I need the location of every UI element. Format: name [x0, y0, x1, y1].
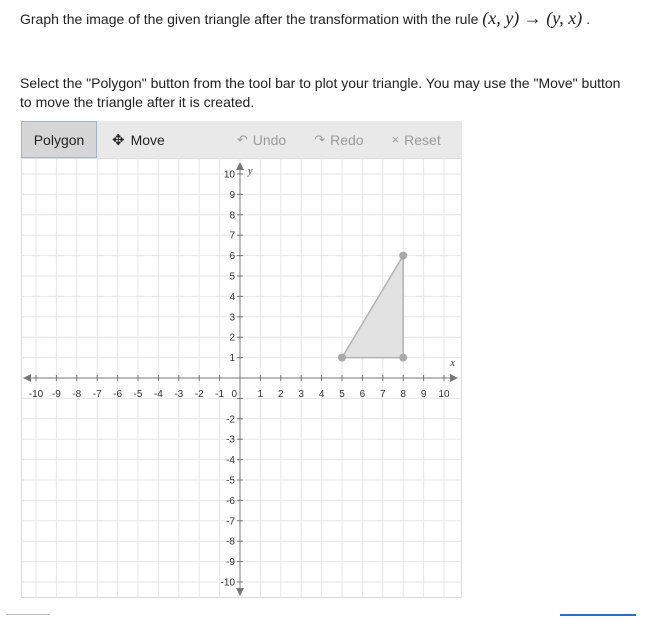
x-tick-label: 4 [318, 389, 325, 400]
instructions-text: Select the "Polygon" button from the tool bar to plot your triangle. You may use the "Move" button to move the triangle after it is created. [20, 75, 621, 110]
triangle-vertex-point[interactable] [399, 252, 407, 260]
move-button-label: Move [130, 131, 165, 148]
reset-button[interactable] [392, 121, 441, 158]
y-tick-label: 1 [229, 353, 235, 365]
y-tick-label: -8 [226, 536, 235, 548]
x-tick-label: -3 [174, 389, 184, 400]
x-tick-label: -5 [133, 389, 143, 400]
undo-icon: ↶ [236, 131, 248, 147]
y-tick-label: 6 [229, 251, 235, 263]
coordinate-plane[interactable] [21, 158, 462, 598]
y-tick-label: 2 [229, 332, 235, 344]
triangle-vertex-point[interactable] [338, 354, 346, 362]
x-axis-label: x [450, 358, 455, 369]
y-tick-label: 8 [229, 210, 235, 222]
x-tick-label: -7 [92, 389, 102, 400]
coordinate-grid[interactable] [21, 158, 462, 598]
graph-toolbar [21, 121, 462, 158]
x-tick-label: 9 [420, 389, 427, 400]
undo-button[interactable] [237, 121, 286, 158]
x-tick-label: 1 [257, 389, 264, 400]
bottom-left-control[interactable] [6, 614, 50, 619]
y-tick-label: -7 [226, 516, 235, 528]
redo-button[interactable] [314, 121, 363, 158]
question-text: Graph the image of the given triangle after the transformation with the rule [20, 11, 479, 27]
x-tick-label: -9 [51, 389, 61, 400]
x-tick-label: 6 [359, 389, 366, 400]
y-tick-label: -2 [226, 414, 235, 426]
x-tick-label: -2 [194, 389, 204, 400]
move-button[interactable] [112, 121, 165, 158]
transformation-rule: (x, y) → (y, x) [482, 8, 583, 28]
y-tick-label: -6 [226, 495, 235, 507]
reset-button-label: Reset [404, 131, 441, 148]
y-axis-label: y [248, 166, 253, 177]
polygon-button-label: Polygon [33, 131, 85, 148]
y-tick-label: 10 [223, 169, 235, 181]
move-icon: ✥ [112, 131, 125, 149]
x-tick-label: -6 [113, 389, 123, 400]
bottom-right-control[interactable] [560, 614, 636, 620]
question-prompt [20, 6, 640, 31]
redo-button-label: Redo [330, 131, 364, 148]
x-tick-label: -4 [153, 389, 163, 400]
origin-label: 0 [231, 389, 237, 400]
x-tick-label: 8 [400, 389, 406, 400]
x-tick-label: 7 [380, 389, 386, 400]
y-tick-label: 5 [229, 271, 235, 283]
x-tick-label: 3 [298, 389, 304, 400]
y-tick-label: 7 [229, 230, 235, 242]
y-tick-label: 3 [229, 312, 235, 324]
x-tick-label: -10 [28, 389, 44, 400]
undo-button-label: Undo [252, 131, 287, 148]
redo-icon: ↷ [314, 131, 326, 147]
y-tick-label: -3 [226, 434, 235, 446]
y-tick-label: -5 [226, 475, 235, 487]
y-tick-label: -9 [226, 557, 235, 569]
y-tick-label: 4 [229, 291, 235, 303]
y-tick-label: -4 [226, 455, 235, 467]
x-tick-label: 5 [339, 389, 345, 400]
polygon-button[interactable] [21, 121, 97, 158]
reset-icon: × [391, 132, 400, 147]
x-tick-label: -1 [215, 389, 225, 400]
x-tick-label: -8 [72, 389, 82, 400]
y-tick-label: 9 [229, 189, 235, 201]
question-end: . [586, 11, 590, 27]
x-tick-label: 10 [438, 389, 450, 400]
y-tick-label: -10 [220, 577, 235, 589]
triangle-vertex-point[interactable] [399, 354, 407, 362]
x-tick-label: 2 [278, 389, 284, 400]
